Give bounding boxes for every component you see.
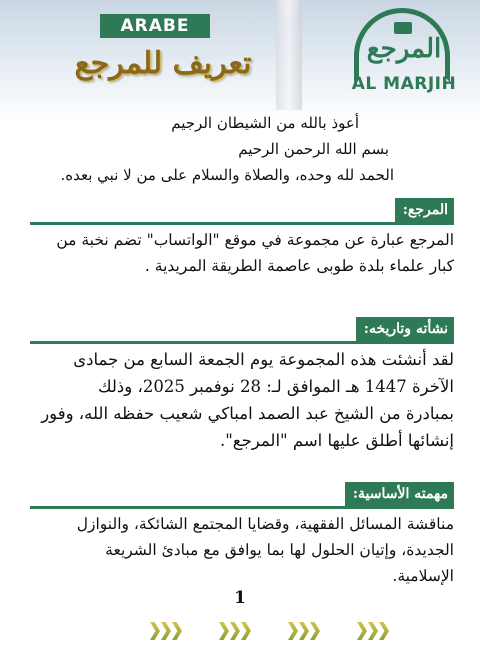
logo-arabic-text: المرجع [366,34,442,64]
page-title: تعريف للمرجع [74,46,252,81]
chevron-group [288,622,321,644]
document-body [30,110,454,589]
chevron-right-icon [161,622,171,640]
section-line: بمبادرة من الشيخ عبد الصمد امباكي شعيب حفظه الله، وفور [41,404,454,423]
chevron-right-icon [310,622,320,640]
chevron-right-icon [379,622,389,640]
section-line: الإسلامية. [392,567,454,585]
logo [344,8,464,100]
chevron-right-icon [299,622,309,640]
section-line: الجديدة، وإتيان الحلول لها بما يوافق مع مبادئ الشريعة [105,541,454,559]
section-line: إنشائها أطلق عليها اسم "المرجع". [219,431,454,450]
chevron-right-icon [172,622,182,640]
logo-english-text: AL MARJIH [351,74,457,94]
intro-block [30,110,454,188]
chevron-group [219,622,252,644]
chevron-group [150,622,183,644]
section-line: الآخرة 1447 هـ الموافق لـ: 28 نوفمبر 2025، وذلك [98,377,454,396]
arrow-row [150,622,390,644]
section-heading: المرجع: [395,198,454,222]
chevron-right-icon [219,622,229,640]
language-badge: ARABE [100,14,210,38]
chevron-right-icon [288,622,298,640]
section-heading: مهمته الأساسية: [345,482,454,506]
section-definition [30,198,454,279]
section-heading: نشأته وتاريخه: [356,317,454,341]
chevron-right-icon [368,622,378,640]
chevron-right-icon [357,622,367,640]
section-heading-bar [30,198,454,225]
section-line: المرجع عبارة عن مجموعة في موقع "الواتساب" تضم نخبة من [56,231,454,249]
chevron-right-icon [241,622,251,640]
minaret-decoration [276,0,302,110]
chevron-right-icon [230,622,240,640]
intro-line: الحمد لله وحده، والصلاة والسلام على من لا نبي بعده. [60,166,394,184]
section-line: مناقشة المسائل الفقهية، وقضايا المجتمع الشائكة، والنوازل [76,515,454,533]
book-icon [394,22,412,34]
chevron-right-icon [150,622,160,640]
chevron-group [357,622,390,644]
page-number: 1 [234,588,246,608]
section-line: لقد أنشئت هذه المجموعة يوم الجمعة السابع من جمادى [73,350,454,369]
section-history [30,317,454,454]
intro-line: أعوذ بالله من الشيطان الرجيم [171,114,359,132]
section-heading-bar [30,482,454,509]
section-heading-bar [30,317,454,344]
section-line: كبار علماء بلدة طوبى عاصمة الطريقة المريدية . [144,257,454,275]
intro-line: بسم الله الرحمن الرحيم [238,140,389,158]
section-mission [30,482,454,589]
